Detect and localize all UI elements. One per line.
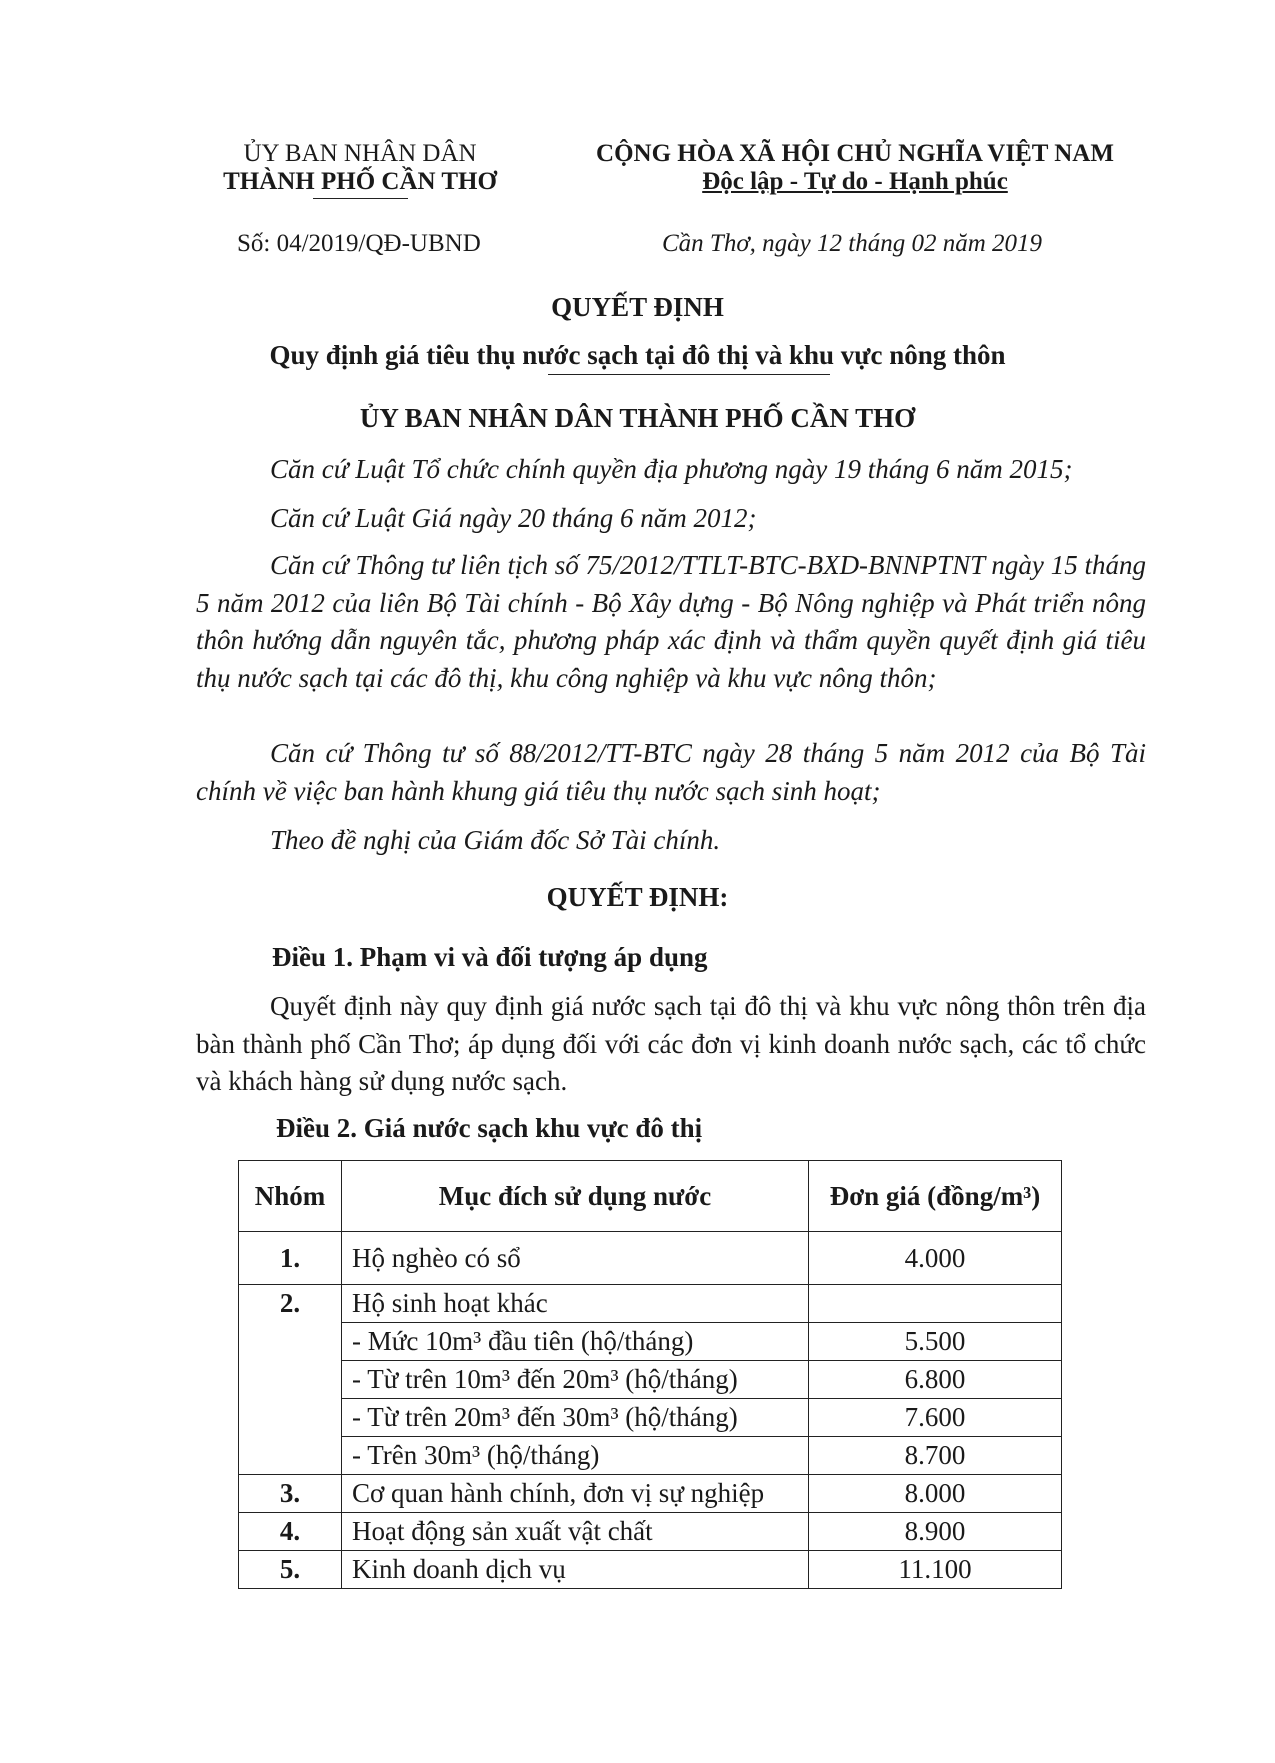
table-row — [239, 1551, 1062, 1589]
row-purpose: - Từ trên 10m³ đến 20m³ (hộ/tháng) — [342, 1361, 809, 1399]
preamble-1: Căn cứ Luật Tổ chức chính quyền địa phương ngày 19 tháng 6 năm 2015; — [270, 454, 1073, 484]
subtitle-underline — [548, 374, 830, 375]
doc-number: Số: 04/2019/QĐ-UBND — [237, 230, 481, 257]
row-price: 8.000 — [809, 1475, 1062, 1513]
row-purpose: Kinh doanh dịch vụ — [342, 1551, 809, 1589]
table-row — [239, 1437, 1062, 1475]
table-row — [239, 1399, 1062, 1437]
preamble-3: Căn cứ Thông tư liên tịch số 75/2012/TTLT-BTC-BXD-BNNPTNT ngày 15 tháng 5 năm 2012 của liên Bộ Tài chính - Bộ Xây dựng - Bộ Nông nghiệp và Phát triển nông thôn hướng dẫn nguyên tắc, phương pháp xác định và thẩm quyền quyết định giá tiêu thụ nước sạch tại các đô thị, khu công nghiệp và khu vực nông thôn; — [196, 550, 1146, 693]
row-purpose: - Trên 30m³ (hộ/tháng) — [342, 1437, 809, 1475]
row-price: 7.600 — [809, 1399, 1062, 1437]
preamble-5: Theo đề nghị của Giám đốc Sở Tài chính. — [270, 825, 721, 855]
agency-line2: THÀNH PHỐ CẦN THƠ — [223, 168, 497, 195]
row-price: 11.100 — [809, 1551, 1062, 1589]
nation-line1: CỘNG HÒA XÃ HỘI CHỦ NGHĨA VIỆT NAM — [596, 140, 1114, 167]
place-date: Cần Thơ, ngày 12 tháng 02 năm 2019 — [662, 230, 1043, 257]
row-purpose: Hộ sinh hoạt khác — [342, 1285, 809, 1323]
row-purpose: Hộ nghèo có sổ — [342, 1232, 809, 1285]
table-header-row — [239, 1161, 1062, 1232]
row-purpose: Cơ quan hành chính, đơn vị sự nghiệp — [342, 1475, 809, 1513]
preamble-2: Căn cứ Luật Giá ngày 20 tháng 6 năm 2012; — [270, 503, 757, 533]
row-price — [809, 1285, 1062, 1323]
doc-subtitle: Quy định giá tiêu thụ nước sạch tại đô thị và khu vực nông thôn — [269, 340, 1006, 370]
col-group-header: Nhóm — [239, 1161, 342, 1232]
row-group: 5. — [239, 1551, 342, 1589]
row-price: 8.700 — [809, 1437, 1062, 1475]
row-group — [239, 1399, 342, 1437]
article1-heading: Điều 1. Phạm vi và đối tượng áp dụng — [272, 942, 708, 972]
row-group — [239, 1437, 342, 1475]
table-row — [239, 1323, 1062, 1361]
decision-heading: QUYẾT ĐỊNH: — [546, 882, 729, 912]
table-row — [239, 1232, 1062, 1285]
row-price: 6.800 — [809, 1361, 1062, 1399]
table-row — [239, 1513, 1062, 1551]
table-row — [239, 1361, 1062, 1399]
issuer: ỦY BAN NHÂN DÂN THÀNH PHỐ CẦN THƠ — [359, 403, 916, 433]
table-row — [239, 1285, 1062, 1323]
nation-line2: Độc lập - Tự do - Hạnh phúc — [702, 168, 1008, 195]
doc-title: QUYẾT ĐỊNH — [551, 292, 724, 322]
row-group: 1. — [239, 1232, 342, 1285]
agency-line1: ỦY BAN NHÂN DÂN — [243, 140, 477, 167]
row-purpose: Hoạt động sản xuất vật chất — [342, 1513, 809, 1551]
price-table — [238, 1160, 1062, 1589]
row-group: 2. — [239, 1285, 342, 1323]
col-purpose-header: Mục đích sử dụng nước — [342, 1161, 809, 1232]
col-price-header: Đơn giá (đồng/m³) — [809, 1161, 1062, 1232]
table-row — [239, 1475, 1062, 1513]
agency-underline — [313, 198, 408, 199]
row-purpose: - Mức 10m³ đầu tiên (hộ/tháng) — [342, 1323, 809, 1361]
row-group — [239, 1361, 342, 1399]
row-group: 4. — [239, 1513, 342, 1551]
article1-body: Quyết định này quy định giá nước sạch tại đô thị và khu vực nông thôn trên địa bàn thành phố Cần Thơ; áp dụng đối với các đơn vị kinh doanh nước sạch, các tổ chức và khách hàng sử dụng nước sạch. — [196, 991, 1146, 1096]
row-price: 5.500 — [809, 1323, 1062, 1361]
article2-heading: Điều 2. Giá nước sạch khu vực đô thị — [276, 1113, 703, 1143]
row-group: 3. — [239, 1475, 342, 1513]
row-purpose: - Từ trên 20m³ đến 30m³ (hộ/tháng) — [342, 1399, 809, 1437]
row-group — [239, 1323, 342, 1361]
row-price: 8.900 — [809, 1513, 1062, 1551]
row-price: 4.000 — [809, 1232, 1062, 1285]
preamble-4: Căn cứ Thông tư số 88/2012/TT-BTC ngày 28 tháng 5 năm 2012 của Bộ Tài chính về việc ban hành khung giá tiêu thụ nước sạch sinh hoạt; — [196, 738, 1146, 806]
nation-header — [560, 140, 1150, 196]
agency-header — [210, 140, 510, 199]
